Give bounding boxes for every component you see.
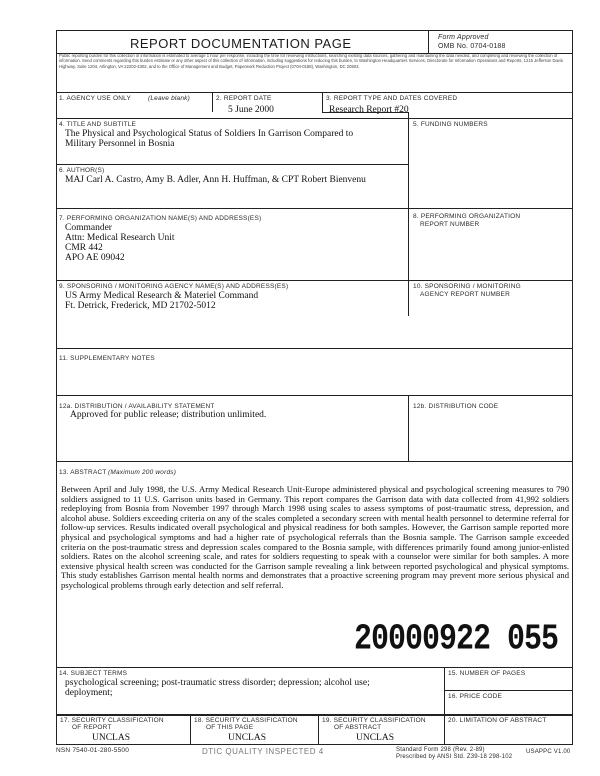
- block11-bottom-rule: [56, 395, 573, 396]
- right-column-divider-upper: [408, 112, 409, 316]
- block6-bottom-rule: [56, 208, 573, 209]
- block12-divider: [408, 395, 409, 461]
- omb-number: OMB No. 0704-0188: [438, 43, 506, 50]
- classification-report-label2: OF REPORT: [72, 724, 112, 731]
- block3-lower-rule: [322, 112, 408, 113]
- performing-org-line4: APO AE 09042: [65, 253, 125, 263]
- performing-report-label2: REPORT NUMBER: [420, 221, 480, 228]
- block12-bottom-rule: [56, 461, 573, 462]
- subject-terms-line2: deployment;: [65, 688, 113, 698]
- distribution-code-label: 12b. DISTRIBUTION CODE: [413, 403, 499, 410]
- report-date-label: 2. REPORT DATE: [216, 95, 272, 102]
- report-type-value: Research Report #20: [329, 105, 409, 115]
- report-date-value: 5 June 2000: [228, 105, 274, 115]
- block15-bottom-rule: [444, 690, 573, 691]
- block14-bottom-rule: [56, 714, 573, 715]
- sponsoring-agency-line2: Ft. Detrick, Frederick, MD 21702-5012: [65, 301, 216, 311]
- block13-bottom-rule: [56, 667, 573, 668]
- row1-divider-a: [212, 92, 213, 112]
- sponsoring-agency-line1: US Army Medical Research & Materiel Command: [65, 291, 259, 301]
- bottom-divider-a: [190, 714, 191, 745]
- title-subtitle-label: 4. TITLE AND SUBTITLE: [59, 121, 137, 128]
- classification-abstract-label1: 19. SECURITY CLASSIFICATION: [322, 717, 426, 724]
- row1-bottom-rule: [56, 118, 573, 119]
- performing-report-label1: 8. PERFORMING ORGANIZATION: [413, 213, 521, 220]
- report-documentation-form: [56, 30, 573, 760]
- bottom-divider-c: [444, 714, 445, 745]
- classification-report-value: UNCLAS: [92, 733, 131, 743]
- agency-use-label: 1. AGENCY USE ONLY: [59, 95, 131, 102]
- form-bottom-rule: [56, 744, 573, 745]
- sponsoring-report-label2: AGENCY REPORT NUMBER: [420, 291, 510, 298]
- sponsoring-report-label1: 10. SPONSORING / MONITORING: [413, 283, 521, 290]
- instructions-rule: [56, 92, 573, 93]
- bottom-right-edge: [572, 714, 573, 745]
- block7-bottom-rule: [56, 280, 573, 281]
- abstract-label: 13. ABSTRACT: [59, 469, 107, 476]
- quality-inspected-smudge: DTIC QUALITY INSPECTED 4: [202, 747, 324, 756]
- burden-instructions: Public reporting burden for this collection of information is estimated to average 1 hour per response, including the time for reviewing instructions, searching existing data sources, gathering and maintaining the data needed, and completing and reviewing the collection of information. Send comments regarding this burden estimate or any other aspect of this collection of information, including suggestions for reducing this burden, to Washington Headquarters Services, Directorate for Information Operations and Reports, 1215 Jefferson Davis Highway, Suite 1204, Arlington, VA 22202-4302, and to the Office of Management and Budget, Paperwork Reduction Project (0704-0188), Washington, DC 20503.: [59, 53, 563, 69]
- funding-numbers-label: 5. FUNDING NUMBERS: [413, 121, 488, 128]
- classification-abstract-label2: OF ABSTRACT: [334, 724, 382, 731]
- usappc-version: USAPPC V1.00: [526, 749, 571, 755]
- standard-form-line1: Standard Form 298 (Rev. 2-89): [396, 747, 485, 753]
- distribution-statement-label: 12a. DISTRIBUTION / AVAILABILITY STATEMENT: [59, 403, 215, 410]
- limitation-abstract-label: 20. LIMITATION OF ABSTRACT: [448, 717, 547, 724]
- standard-form-line2: Prescribed by ANSI Std. Z39-18 298-102: [396, 754, 513, 760]
- number-of-pages-label: 15. NUMBER OF PAGES: [448, 670, 526, 677]
- authors-value: MAJ Carl A. Castro, Amy B. Adler, Ann H. Huffman, & CPT Robert Bienvenu: [65, 175, 366, 185]
- performing-org-line2: Attn: Medical Research Unit: [65, 233, 175, 243]
- price-code-label: 16. PRICE CODE: [448, 693, 503, 700]
- report-type-label: 3. REPORT TYPE AND DATES COVERED: [326, 95, 458, 102]
- block9-bottom-rule: [56, 348, 573, 349]
- performing-org-line1: Commander: [65, 223, 112, 233]
- performing-org-label: 7. PERFORMING ORGANIZATION NAME(S) AND ADDRESS(ES): [59, 215, 262, 222]
- report-title-line2: Military Personnel in Bosnia: [65, 139, 175, 149]
- subject-terms-line1: psychological screening; post-traumatic stress disorder; depression; alcohol use;: [65, 678, 370, 688]
- bottom-divider-b: [318, 714, 319, 745]
- agency-use-note: (Leave blank): [148, 95, 190, 102]
- classification-page-value: UNCLAS: [228, 733, 267, 743]
- bottom-left-edge: [56, 714, 57, 745]
- performing-org-line3: CMR 442: [65, 243, 103, 253]
- form-approved-label: Form Approved: [438, 34, 489, 41]
- supplementary-notes-label: 11. SUPPLEMENTARY NOTES: [59, 355, 155, 362]
- row1-divider-b: [322, 92, 323, 112]
- authors-label: 6. AUTHOR(S): [59, 167, 105, 174]
- abstract-note: (Maximum 200 words): [108, 469, 177, 476]
- classification-report-label1: 17. SECURITY CLASSIFICATION: [60, 717, 164, 724]
- abstract-text: Between April and July 1998, the U.S. Army Medical Research Unit-Europe administered physical and psychological screening measures to 790 soldiers assigned to 11 U.S. Garrison units based in Germany. This report compares the Garrison data with data collected from 41,992 soldiers redeploying from Bosnia from November 1997 through March 1998 using scales to assess symptoms of post-traumatic stress, depression, and alcohol abuse. Soldiers exceeding criteria on any of the scales completed a secondary screen with mental health personnel to determine referral for follow-up services. Results indicated overall psychological and physical readiness for both samples. However, the Garrison sample reported more physical and psychological symptoms and had a higher rate of psychological referrals than the Bosnia sample. The Garrison sample exceeded criteria on the post-traumatic stress and depression scales compared to the Bosnia sample, with differences primarily found among junior-enlisted soldiers. Rates on the alcohol screening scale, and rates for soldiers requesting to speak with a counselor were similar for both samples. A more extensive physical health screen was conducted for the Garrison sample revealing a link between reported psychological and physical symptoms. This study establishes Garrison mental health norms and demonstrates that a proactive screening program may prevent more serious physical and psychological problems through early detection and self referral.: [61, 484, 569, 590]
- distribution-statement-value: Approved for public release; distribution unlimited.: [70, 410, 267, 420]
- classification-abstract-value: UNCLAS: [356, 733, 395, 743]
- report-title-line1: The Physical and Psychological Status of Soldiers In Garrison Compared to: [65, 129, 354, 139]
- sponsoring-agency-label: 9. SPONSORING / MONITORING AGENCY NAME(S) AND ADDRESS(ES): [59, 283, 289, 290]
- nsn-number: NSN 7540-01-280-5500: [56, 747, 130, 754]
- accession-number-stamp: 20000922 055: [354, 619, 559, 661]
- header-divider: [428, 30, 429, 53]
- form-title: REPORT DOCUMENTATION PAGE: [130, 36, 352, 51]
- block4-bottom-rule: [56, 164, 408, 165]
- classification-page-label2: OF THIS PAGE: [206, 724, 254, 731]
- classification-page-label1: 18. SECURITY CLASSIFICATION: [194, 717, 298, 724]
- subject-terms-label: 14. SUBJECT TERMS: [59, 670, 128, 677]
